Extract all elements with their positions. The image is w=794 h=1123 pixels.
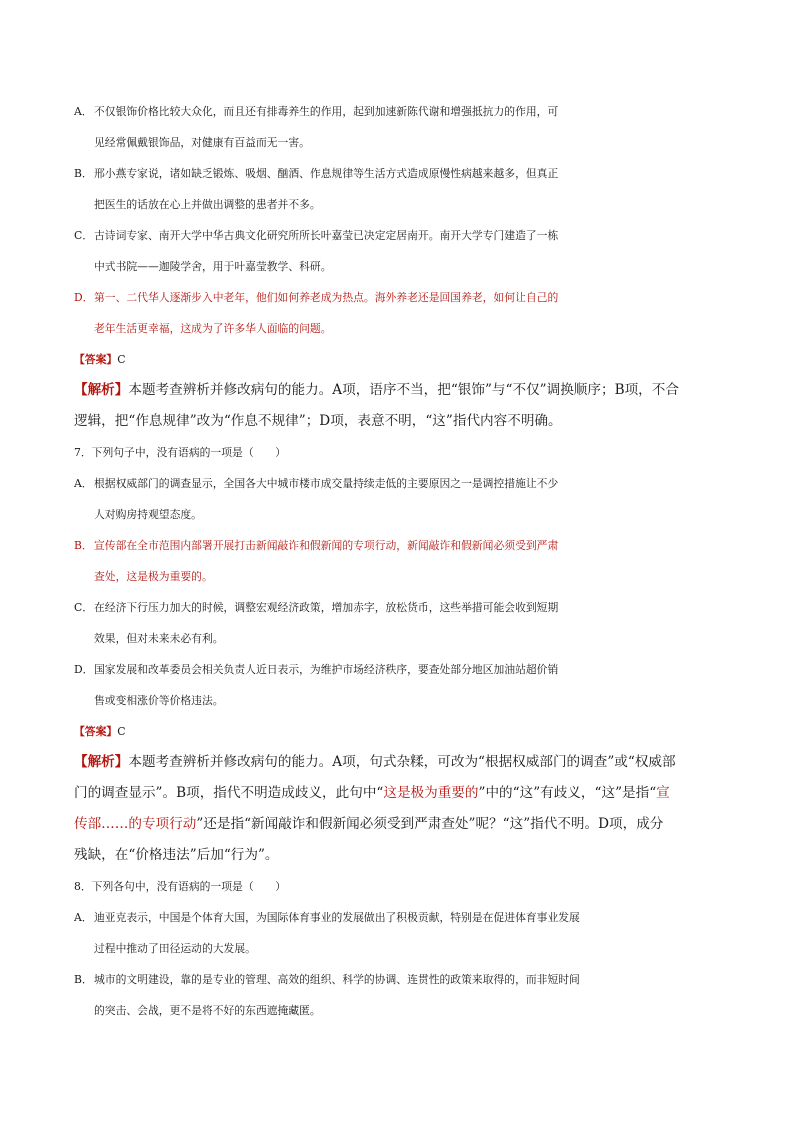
q6-option-c: C．古诗词专家、南开大学中华古典文化研究所所长叶嘉莹已决定定居南开。南开大学专门建造了一栋 中式书院——迦陵学舍，用于叶嘉莹教学、科研。 <box>74 229 559 273</box>
q7-explanation: 【解析】本题考查辨析并修改病句的能力。A项，句式杂糅，可改为“根据权威部门的调查”或“权威部 门的调查显示”。B项，指代不明造成歧义，此句中“这是极为重要的”中的“这”有歧义，“这”是指“宣 传部……的专项行动”还是指“新闻敲诈和假新闻必须受到严肃查处”呢？“这”指代不明。D项，成分 残缺，在“价格违法”后加“行为”。 <box>74 754 676 863</box>
q7-option-b: B．宣传部在全市范围内部署开展打击新闻敲诈和假新闻的专项行动，新闻敲诈和假新闻必须受到严肃 查处，这是极为重要的。 <box>74 539 559 583</box>
q8-stem: 8．下列各句中，没有语病的一项是（ ） <box>74 880 287 893</box>
q8-option-b: B．城市的文明建设，靠的是专业的管理、高效的组织、科学的协调、连贯性的政策来取得的，而非短时间 的突击、会战，更不是将不好的东西遮掩藏匿。 <box>74 973 580 1017</box>
q6-option-a: A．不仅银饰价格比较大众化，而且还有排毒养生的作用，起到加速新陈代谢和增强抵抗力的作用，可 见经常佩戴银饰品，对健康有百益而无一害。 <box>74 105 559 149</box>
q6-explanation: 【解析】本题考查辨析并修改病句的能力。A项，语序不当，把“银饰”与“不仅”调换顺序；B项，不合 逻辑，把“作息规律”改为“作息不规律”；D项，表意不明，“这”指代内容不明确。 <box>74 382 679 429</box>
q6-option-d: D．第一、二代华人逐渐步入中老年，他们如何养老成为热点。海外养老还是回国养老，如何让自己的 老年生活更幸福，这成为了许多华人面临的问题。 <box>74 291 559 335</box>
q7-stem: 7．下列句子中，没有语病的一项是（ ） <box>74 446 287 459</box>
q6-answer: 【答案】C <box>74 353 126 366</box>
q6-option-b: B．邢小燕专家说，诸如缺乏锻炼、吸烟、酗酒、作息规律等生活方式造成原慢性病越来越多，但真正 把医生的话放在心上并做出调整的患者并不多。 <box>74 167 559 211</box>
q7-answer: 【答案】C <box>74 725 126 738</box>
q7-option-c: C．在经济下行压力加大的时候，调整宏观经济政策，增加赤字，放松货币，这些举措可能会收到短期 效果，但对未来未必有利。 <box>74 601 559 645</box>
q7-option-a: A．根据权威部门的调查显示，全国各大中城市楼市成交量持续走低的主要原因之一是调控措施让不少 人对购房持观望态度。 <box>74 477 559 521</box>
q7-option-d: D．国家发展和改革委员会相关负责人近日表示，为维护市场经济秩序，要查处部分地区加油站超价销 售或变相涨价等价格违法。 <box>74 663 559 707</box>
q8-option-a: A．迪亚克表示，中国是个体育大国，为国际体育事业的发展做出了积极贡献，特别是在促进体育事业发展 过程中推动了田径运动的大发展。 <box>74 911 580 955</box>
